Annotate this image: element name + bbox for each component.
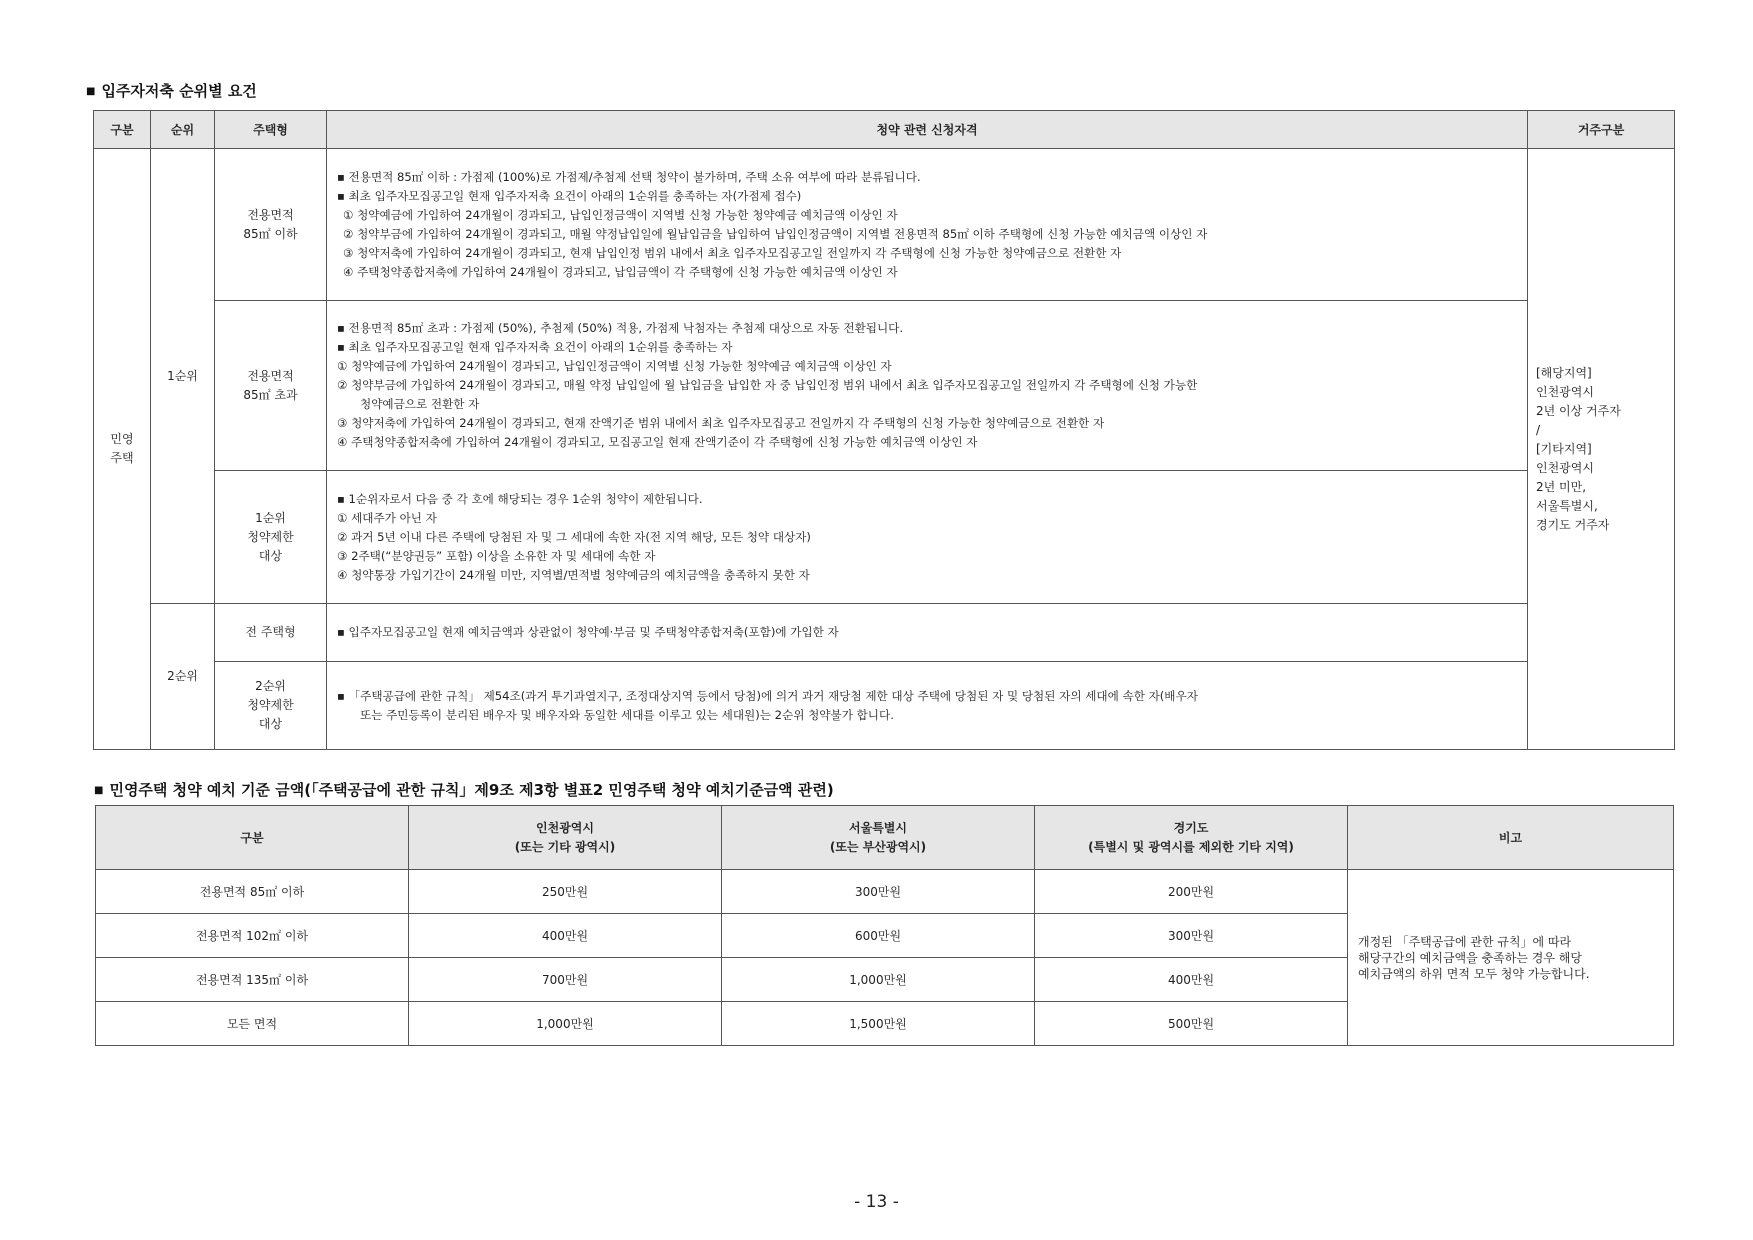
header-gubun <box>96 806 409 870</box>
table-row <box>94 604 1675 662</box>
qualification-line: ③ 청약저축에 가입하여 24개월이 경과되고, 현재 잔액기준 범위 내에서 최초 입주자모집공고 전일까지 각 주택형의 신청 가능한 청약예금으로 전환한 자 <box>337 416 1105 430</box>
deposit-amount-table <box>95 805 1674 1046</box>
gyeonggi-amount-cell: 400만원 <box>1035 958 1348 1002</box>
table-row <box>94 301 1675 471</box>
seoul-amount-cell: 300만원 <box>722 870 1035 914</box>
residence-line: / <box>1536 422 1541 437</box>
rank1-cell: 1순위 <box>151 149 215 604</box>
area-cell: 전용면적 102㎡ 이하 <box>96 914 409 958</box>
qualification-line: ④ 주택청약종합저축에 가입하여 24개월이 경과되고, 모집공고일 현재 잔액기준이 각 주택형에 신청 가능한 예치금액 이상인 자 <box>337 435 978 449</box>
gyeonggi-amount-cell: 500만원 <box>1035 1002 1348 1046</box>
qualification-line: ▪ 「주택공급에 관한 규칙」 제54조(과거 투기과열지구, 조정대상지역 등에서 당첨)에 의거 과거 재당첨 제한 대상 주택에 당첨된 자 및 당첨된 자의 세대에 속한 자(배우자 <box>337 688 1198 703</box>
table-header-row <box>96 806 1674 870</box>
section1-title <box>86 80 257 101</box>
header-rank: 순위 <box>151 111 215 149</box>
area-cell: 전용면적 135㎡ 이하 <box>96 958 409 1002</box>
housing-line: 85㎡ 이하 <box>243 226 298 241</box>
header-line: (또는 부산광역시) <box>829 839 927 854</box>
housing-line: 대상 <box>258 548 283 563</box>
header-incheon <box>409 806 722 870</box>
qualification-cell <box>327 471 1528 604</box>
rank2-cell: 2순위 <box>151 604 215 750</box>
qualification-line: 청약예금으로 전환한 자 <box>360 397 480 411</box>
header-line: 인천광역시 <box>536 820 594 835</box>
qualification-line: ① 청약예금에 가입하여 24개월이 경과되고, 납입인정금액이 지역별 신청 가능한 청약예금 예치금액 이상인 자 <box>337 359 892 373</box>
area-cell: 모든 면적 <box>96 1002 409 1046</box>
note-cell <box>1348 870 1674 1046</box>
qualification-line: ① 세대주가 아닌 자 <box>337 510 437 525</box>
header-seoul <box>722 806 1035 870</box>
table-row <box>94 471 1675 604</box>
residence-line: 2년 미만, <box>1536 479 1587 494</box>
seoul-amount-cell: 600만원 <box>722 914 1035 958</box>
residence-line: [해당지역] <box>1536 365 1592 380</box>
area-cell: 전용면적 85㎡ 이하 <box>96 870 409 914</box>
incheon-amount-cell: 400만원 <box>409 914 722 958</box>
square-bullet-icon: ■ <box>94 785 104 796</box>
table-header-row <box>94 111 1675 149</box>
qualification-line: ▪ 1순위자로서 다음 중 각 호에 해당되는 경우 1순위 청약이 제한됩니다. <box>337 491 703 506</box>
type-label-line: 민영 <box>110 432 134 446</box>
header-gubun: 구분 <box>94 111 151 149</box>
residence-line: 서울특별시, <box>1536 498 1598 513</box>
housing-line: 1순위 <box>255 510 286 525</box>
housing-line: 대상 <box>258 717 283 731</box>
table-row <box>94 149 1675 301</box>
type-label-line: 주택 <box>110 451 134 465</box>
section2-title <box>94 779 834 800</box>
header-line: 구분 <box>240 831 264 845</box>
housing-type-cell <box>215 662 327 750</box>
page-number: - 13 - <box>854 1192 899 1212</box>
table-row <box>94 662 1675 750</box>
table-row <box>96 870 1674 914</box>
qualification-cell <box>327 604 1528 662</box>
qualification-line: ② 청약부금에 가입하여 24개월이 경과되고, 매월 약정 납입일에 월 납입금을 납입한 자 중 납입인정 범위 내에서 최초 입주자모집공고일 전일까지 각 주택형에 신청 가능한 <box>337 378 1198 392</box>
housing-line: 전용면적 <box>247 207 294 222</box>
rank-requirements-table <box>93 110 1675 750</box>
seoul-amount-cell: 1,000만원 <box>722 958 1035 1002</box>
housing-type-cell <box>215 301 327 471</box>
qualification-cell <box>327 662 1528 750</box>
section2-title-text: 민영주택 청약 예치 기준 금액(「주택공급에 관한 규칙」제9조 제3항 별표2 민영주택 청약 예치기준금액 관련) <box>109 781 834 799</box>
header-residence: 거주구분 <box>1528 111 1675 149</box>
qualification-line: ① 청약예금에 가입하여 24개월이 경과되고, 납입인정금액이 지역별 신청 가능한 청약예금 예치금액 이상인 자 <box>343 207 898 222</box>
header-line: 서울특별시 <box>849 820 907 835</box>
qualification-line: ② 청약부금에 가입하여 24개월이 경과되고, 매월 약정납입일에 월납입금을 납입하여 납입인정금액이 지역별 전용면적 85㎡ 이하 주택형에 신청 가능한 예치금액 이상인 자 <box>343 226 1208 241</box>
housing-type-cell <box>215 149 327 301</box>
header-qualification: 청약 관련 신청자격 <box>327 111 1528 149</box>
housing-line: 청약제한 <box>247 529 294 544</box>
incheon-amount-cell: 700만원 <box>409 958 722 1002</box>
qualification-line: ▪ 최초 입주자모집공고일 현재 입주자저축 요건이 아래의 1순위를 충족하는 자(가점제 접수) <box>337 188 802 203</box>
note-line: 해당구간의 예치금액을 충족하는 경우 해당 <box>1358 950 1582 965</box>
type-cell <box>94 149 151 750</box>
residence-line: 2년 이상 거주자 <box>1536 403 1621 418</box>
housing-type-cell: 전 주택형 <box>215 604 327 662</box>
residence-line: 인천광역시 <box>1536 384 1594 399</box>
header-line: (또는 기타 광역시) <box>514 839 616 854</box>
residence-line: 경기도 거주자 <box>1536 517 1610 532</box>
qualification-line: ▪ 입주자모집공고일 현재 예치금액과 상관없이 청약예·부금 및 주택청약종합저축(포함)에 가입한 자 <box>337 625 839 639</box>
qualification-line: ▪ 전용면적 85㎡ 초과 : 가점제 (50%), 추첨제 (50%) 적용, 가점제 낙첨자는 추첨제 대상으로 자동 전환됩니다. <box>337 321 904 335</box>
qualification-line: 또는 주민등록이 분리된 배우자 및 배우자와 동일한 세대를 이루고 있는 세대원)는 2순위 청약불가 합니다. <box>360 707 894 722</box>
incheon-amount-cell: 1,000만원 <box>409 1002 722 1046</box>
qualification-line: ④ 청약통장 가입기간이 24개월 미만, 지역별/면적별 청약예금의 예치금액을 충족하지 못한 자 <box>337 567 810 582</box>
section1-title-text: 입주자저축 순위별 요건 <box>101 82 257 100</box>
header-line: 비고 <box>1498 831 1523 845</box>
note-line: 개정된 「주택공급에 관한 규칙」에 따라 <box>1358 934 1572 949</box>
note-line: 예치금액의 하위 면적 모두 청약 가능합니다. <box>1358 966 1590 981</box>
square-bullet-icon: ■ <box>86 86 96 97</box>
residence-line: [기타지역] <box>1536 441 1592 456</box>
gyeonggi-amount-cell: 300만원 <box>1035 914 1348 958</box>
residence-line: 인천광역시 <box>1536 460 1594 475</box>
header-line: 경기도 <box>1173 820 1209 835</box>
qualification-line: ② 과거 5년 이내 다른 주택에 당첨된 자 및 그 세대에 속한 자(전 지역 해당, 모든 청약 대상자) <box>337 529 811 544</box>
incheon-amount-cell: 250만원 <box>409 870 722 914</box>
qualification-line: ③ 2주택(“분양권등” 포함) 이상을 소유한 자 및 세대에 속한 자 <box>337 548 656 563</box>
qualification-cell <box>327 149 1528 301</box>
gyeonggi-amount-cell: 200만원 <box>1035 870 1348 914</box>
housing-line: 85㎡ 초과 <box>243 387 298 402</box>
housing-line: 전용면적 <box>247 368 294 383</box>
header-housing-type: 주택형 <box>215 111 327 149</box>
seoul-amount-cell: 1,500만원 <box>722 1002 1035 1046</box>
qualification-cell <box>327 301 1528 471</box>
qualification-line: ③ 청약저축에 가입하여 24개월이 경과되고, 현재 납입인정 범위 내에서 최초 입주자모집공고일 전일까지 각 주택형에 신청 가능한 청약예금으로 전환한 자 <box>343 245 1122 260</box>
housing-line: 청약제한 <box>247 698 294 712</box>
header-note <box>1348 806 1674 870</box>
housing-type-cell <box>215 471 327 604</box>
qualification-line: ▪ 전용면적 85㎡ 이하 : 가점제 (100%)로 가점제/추첨제 선택 청약이 불가하며, 주택 소유 여부에 따라 분류됩니다. <box>337 169 921 184</box>
header-gyeonggi <box>1035 806 1348 870</box>
qualification-line: ▪ 최초 입주자모집공고일 현재 입주자저축 요건이 아래의 1순위를 충족하는 자 <box>337 340 733 354</box>
housing-line: 2순위 <box>255 679 286 693</box>
qualification-line: ④ 주택청약종합저축에 가입하여 24개월이 경과되고, 납입금액이 각 주택형에 신청 가능한 예치금액 이상인 자 <box>343 264 898 279</box>
residence-cell <box>1528 149 1675 750</box>
header-line: (특별시 및 광역시를 제외한 기타 지역) <box>1088 839 1294 854</box>
